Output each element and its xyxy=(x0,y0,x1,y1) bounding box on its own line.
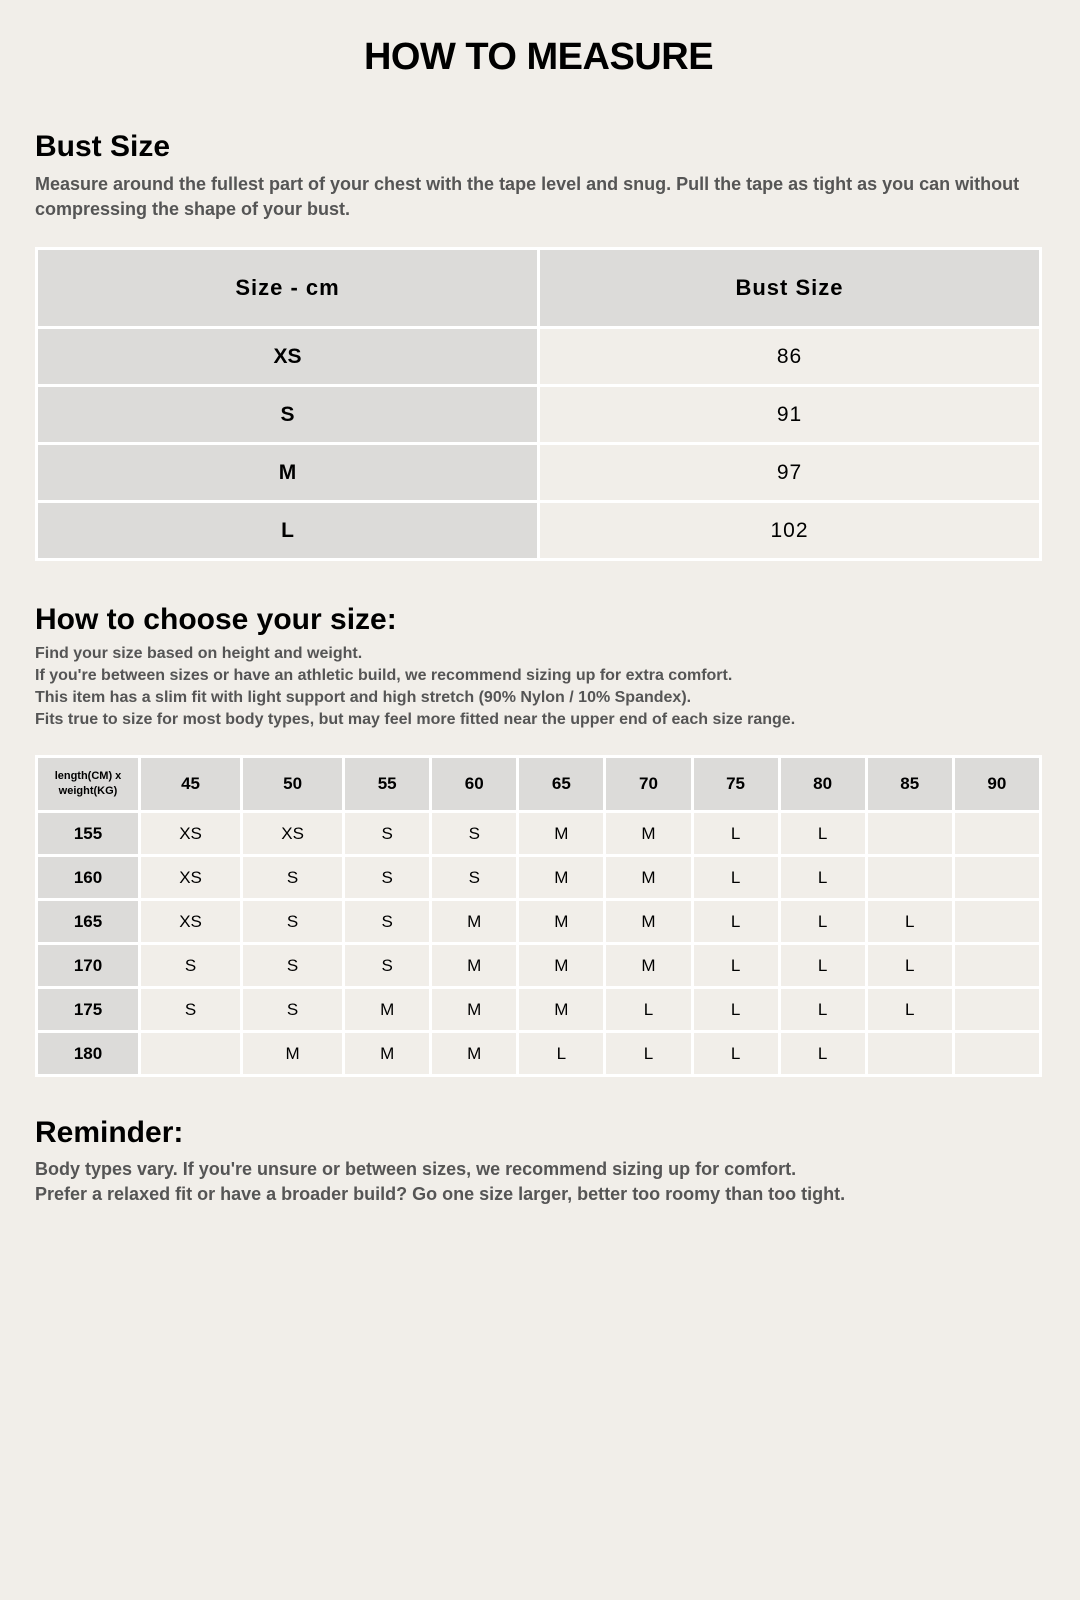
bust-table-row xyxy=(37,328,1041,386)
bust-table-value-cell: 86 xyxy=(539,328,1041,386)
bust-table-value-cell: 102 xyxy=(539,502,1041,560)
size-cell: S xyxy=(140,988,242,1032)
size-cell: M xyxy=(431,944,518,988)
height-label-cell: 170 xyxy=(37,944,140,988)
bust-table-size-cell: M xyxy=(37,444,539,502)
size-cell: S xyxy=(140,944,242,988)
size-chart-corner-cell xyxy=(37,757,140,812)
size-cell: L xyxy=(779,988,866,1032)
size-cell: L xyxy=(605,1032,692,1076)
size-cell: L xyxy=(692,944,779,988)
size-cell: L xyxy=(692,988,779,1032)
size-chart-row xyxy=(37,944,1041,988)
height-label-cell: 175 xyxy=(37,988,140,1032)
size-cell: S xyxy=(431,856,518,900)
size-cell: L xyxy=(692,856,779,900)
size-cell xyxy=(953,1032,1040,1076)
size-chart-header-row xyxy=(37,757,1041,812)
weight-header-cell: 90 xyxy=(953,757,1040,812)
size-cell: S xyxy=(242,988,344,1032)
bust-table-row xyxy=(37,502,1041,560)
size-cell xyxy=(953,812,1040,856)
size-cell: L xyxy=(518,1032,605,1076)
corner-label-line2: weight(KG) xyxy=(58,785,118,797)
weight-header-cell: 65 xyxy=(518,757,605,812)
height-label-cell: 165 xyxy=(37,900,140,944)
weight-header-cell: 50 xyxy=(242,757,344,812)
bust-table-header-row xyxy=(37,249,1041,328)
size-cell xyxy=(866,1032,953,1076)
size-cell xyxy=(140,1032,242,1076)
reminder-line: Body types vary. If you're unsure or between sizes, we recommend sizing up for comfort. xyxy=(35,1159,797,1179)
weight-header-cell: 45 xyxy=(140,757,242,812)
reminder-heading: Reminder: xyxy=(35,1116,184,1149)
size-cell: S xyxy=(344,944,431,988)
size-chart-row xyxy=(37,856,1041,900)
size-cell xyxy=(953,856,1040,900)
bust-size-description xyxy=(35,172,1042,222)
choose-size-line: Find your size based on height and weight. xyxy=(35,645,363,662)
bust-table-value-cell: 91 xyxy=(539,386,1041,444)
size-cell: L xyxy=(692,1032,779,1076)
size-cell xyxy=(953,944,1040,988)
bust-size-table xyxy=(35,247,1042,561)
size-cell: L xyxy=(605,988,692,1032)
size-cell xyxy=(866,856,953,900)
size-cell: XS xyxy=(140,812,242,856)
bust-table-header-size: Size - cm xyxy=(37,249,539,328)
choose-size-line: This item has a slim fit with light support and high stretch (90% Nylon / 10% Spandex). xyxy=(35,689,692,706)
size-cell xyxy=(866,812,953,856)
weight-header-cell: 80 xyxy=(779,757,866,812)
bust-table-row xyxy=(37,386,1041,444)
choose-size-heading: How to choose your size: xyxy=(35,603,397,636)
size-cell: S xyxy=(242,856,344,900)
size-cell: L xyxy=(866,900,953,944)
size-cell: M xyxy=(518,856,605,900)
bust-table-size-cell: L xyxy=(37,502,539,560)
height-label-cell: 160 xyxy=(37,856,140,900)
size-cell: M xyxy=(431,1032,518,1076)
bust-size-heading: Bust Size xyxy=(35,130,171,163)
size-cell: L xyxy=(779,900,866,944)
size-cell: M xyxy=(344,1032,431,1076)
size-cell: XS xyxy=(140,856,242,900)
bust-table-value-cell: 97 xyxy=(539,444,1041,502)
height-label-cell: 155 xyxy=(37,812,140,856)
choose-size-description xyxy=(35,643,1042,731)
size-cell: M xyxy=(518,900,605,944)
weight-header-cell: 55 xyxy=(344,757,431,812)
size-cell: L xyxy=(866,988,953,1032)
bust-table-row xyxy=(37,444,1041,502)
size-cell: S xyxy=(344,900,431,944)
size-cell: XS xyxy=(140,900,242,944)
corner-label-line1: length(CM) x xyxy=(54,770,122,782)
size-cell: L xyxy=(779,944,866,988)
weight-header-cell: 60 xyxy=(431,757,518,812)
bust-table-size-cell: S xyxy=(37,386,539,444)
size-cell: M xyxy=(344,988,431,1032)
size-cell: M xyxy=(605,944,692,988)
reminder-description xyxy=(35,1157,1042,1207)
weight-header-cell: 75 xyxy=(692,757,779,812)
size-cell: M xyxy=(605,812,692,856)
size-cell: L xyxy=(692,900,779,944)
page-title: HOW TO MEASURE xyxy=(363,36,714,78)
choose-size-line: Fits true to size for most body types, but may feel more fitted near the upper end of each size range. xyxy=(35,711,796,728)
size-cell xyxy=(953,988,1040,1032)
size-cell: L xyxy=(779,1032,866,1076)
size-cell: XS xyxy=(242,812,344,856)
size-chart-row xyxy=(37,988,1041,1032)
size-cell: M xyxy=(518,944,605,988)
size-cell: S xyxy=(431,812,518,856)
size-cell: M xyxy=(431,988,518,1032)
size-cell: L xyxy=(866,944,953,988)
size-cell: M xyxy=(605,900,692,944)
size-cell: M xyxy=(518,812,605,856)
size-cell: L xyxy=(779,812,866,856)
bust-table-size-cell: XS xyxy=(37,328,539,386)
size-cell: S xyxy=(242,944,344,988)
size-cell: S xyxy=(344,856,431,900)
size-cell: S xyxy=(242,900,344,944)
choose-size-line: If you're between sizes or have an athletic build, we recommend sizing up for extra comfort. xyxy=(35,667,733,684)
bust-size-description-text: Measure around the fullest part of your chest with the tape level and snug. Pull the tape as tight as you can without compressing the shape of your bust. xyxy=(35,174,1020,219)
size-cell: L xyxy=(692,812,779,856)
size-chart-row xyxy=(37,1032,1041,1076)
size-cell xyxy=(953,900,1040,944)
size-cell: S xyxy=(344,812,431,856)
bust-table-header-bust: Bust Size xyxy=(539,249,1041,328)
size-chart-row xyxy=(37,812,1041,856)
weight-header-cell: 70 xyxy=(605,757,692,812)
size-cell: L xyxy=(779,856,866,900)
weight-header-cell: 85 xyxy=(866,757,953,812)
size-cell: M xyxy=(518,988,605,1032)
size-chart-row xyxy=(37,900,1041,944)
height-label-cell: 180 xyxy=(37,1032,140,1076)
size-cell: M xyxy=(605,856,692,900)
size-cell: M xyxy=(431,900,518,944)
reminder-line: Prefer a relaxed fit or have a broader build? Go one size larger, better too roomy than too tight. xyxy=(35,1184,846,1204)
size-cell: M xyxy=(242,1032,344,1076)
size-chart-table xyxy=(35,755,1042,1077)
